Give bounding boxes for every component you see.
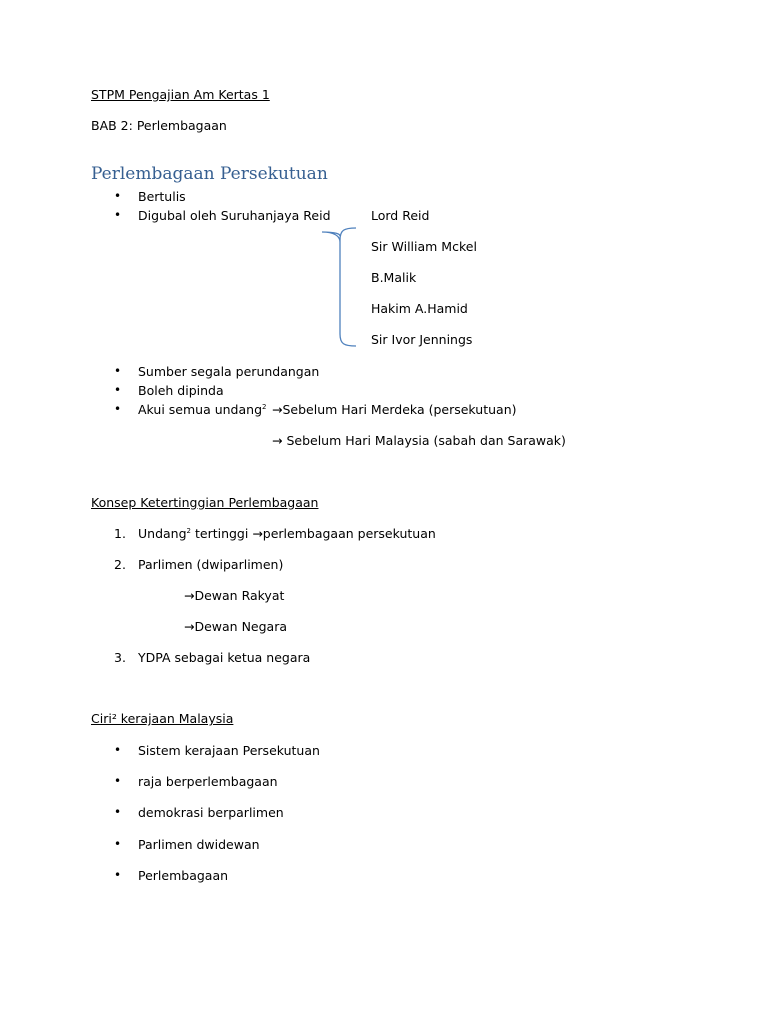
bullet-icon: • [114, 189, 122, 203]
sub-item: →Dewan Rakyat [184, 588, 285, 603]
list-item: YDPA sebagai ketua negara [138, 650, 311, 665]
commission-member: B.Malik [371, 270, 417, 285]
bullet-icon: • [114, 743, 122, 757]
bullet-icon: • [114, 364, 122, 378]
list-item [138, 526, 436, 541]
list-item: demokrasi berparlimen [138, 805, 284, 820]
commission-member: Sir Ivor Jennings [371, 332, 473, 347]
superscript: 2 [186, 526, 191, 535]
list-item: Bertulis [138, 189, 186, 204]
arrow-note: →Sebelum Hari Merdeka (persekutuan) [272, 402, 517, 417]
curly-brace-icon [320, 224, 360, 350]
list-number: 2. [114, 557, 126, 572]
chapter-label: BAB 2: Perlembagaan [91, 118, 227, 133]
list-item: Sumber segala perundangan [138, 364, 320, 379]
bullet-icon: • [114, 208, 122, 222]
list-item-text: Akui semua undang [138, 402, 263, 417]
list-item: Perlembagaan [138, 868, 229, 883]
commission-member: Lord Reid [371, 208, 430, 223]
list-item [138, 402, 266, 417]
document-title: STPM Pengajian Am Kertas 1 [91, 87, 270, 102]
bullet-icon: • [114, 383, 122, 397]
bullet-icon: • [114, 868, 122, 882]
list-item: Parlimen dwidewan [138, 837, 260, 852]
section-heading-ciri: Ciri² kerajaan Malaysia [91, 711, 234, 726]
list-item: Boleh dipinda [138, 383, 224, 398]
list-item: raja berperlembagaan [138, 774, 278, 789]
list-number: 1. [114, 526, 126, 541]
sub-item: →Dewan Negara [184, 619, 288, 634]
bullet-icon: • [114, 774, 122, 788]
list-item-text: Undang [138, 526, 187, 541]
bullet-icon: • [114, 402, 122, 416]
arrow-note: → Sebelum Hari Malaysia (sabah dan Sarawak) [272, 433, 566, 448]
commission-member: Hakim A.Hamid [371, 301, 468, 316]
section-heading-perlembagaan: Perlembagaan Persekutuan [91, 164, 328, 184]
list-item: Parlimen (dwiparlimen) [138, 557, 284, 572]
list-item-text: tertinggi →perlembagaan persekutuan [191, 526, 436, 541]
list-item: Sistem kerajaan Persekutuan [138, 743, 320, 758]
commission-member: Sir William Mckel [371, 239, 477, 254]
section-heading-konsep: Konsep Ketertinggian Perlembagaan [91, 495, 319, 510]
bullet-icon: • [114, 805, 122, 819]
bullet-icon: • [114, 837, 122, 851]
superscript: 2 [262, 402, 267, 411]
list-number: 3. [114, 650, 126, 665]
list-item: Digubal oleh Suruhanjaya Reid [138, 208, 331, 223]
